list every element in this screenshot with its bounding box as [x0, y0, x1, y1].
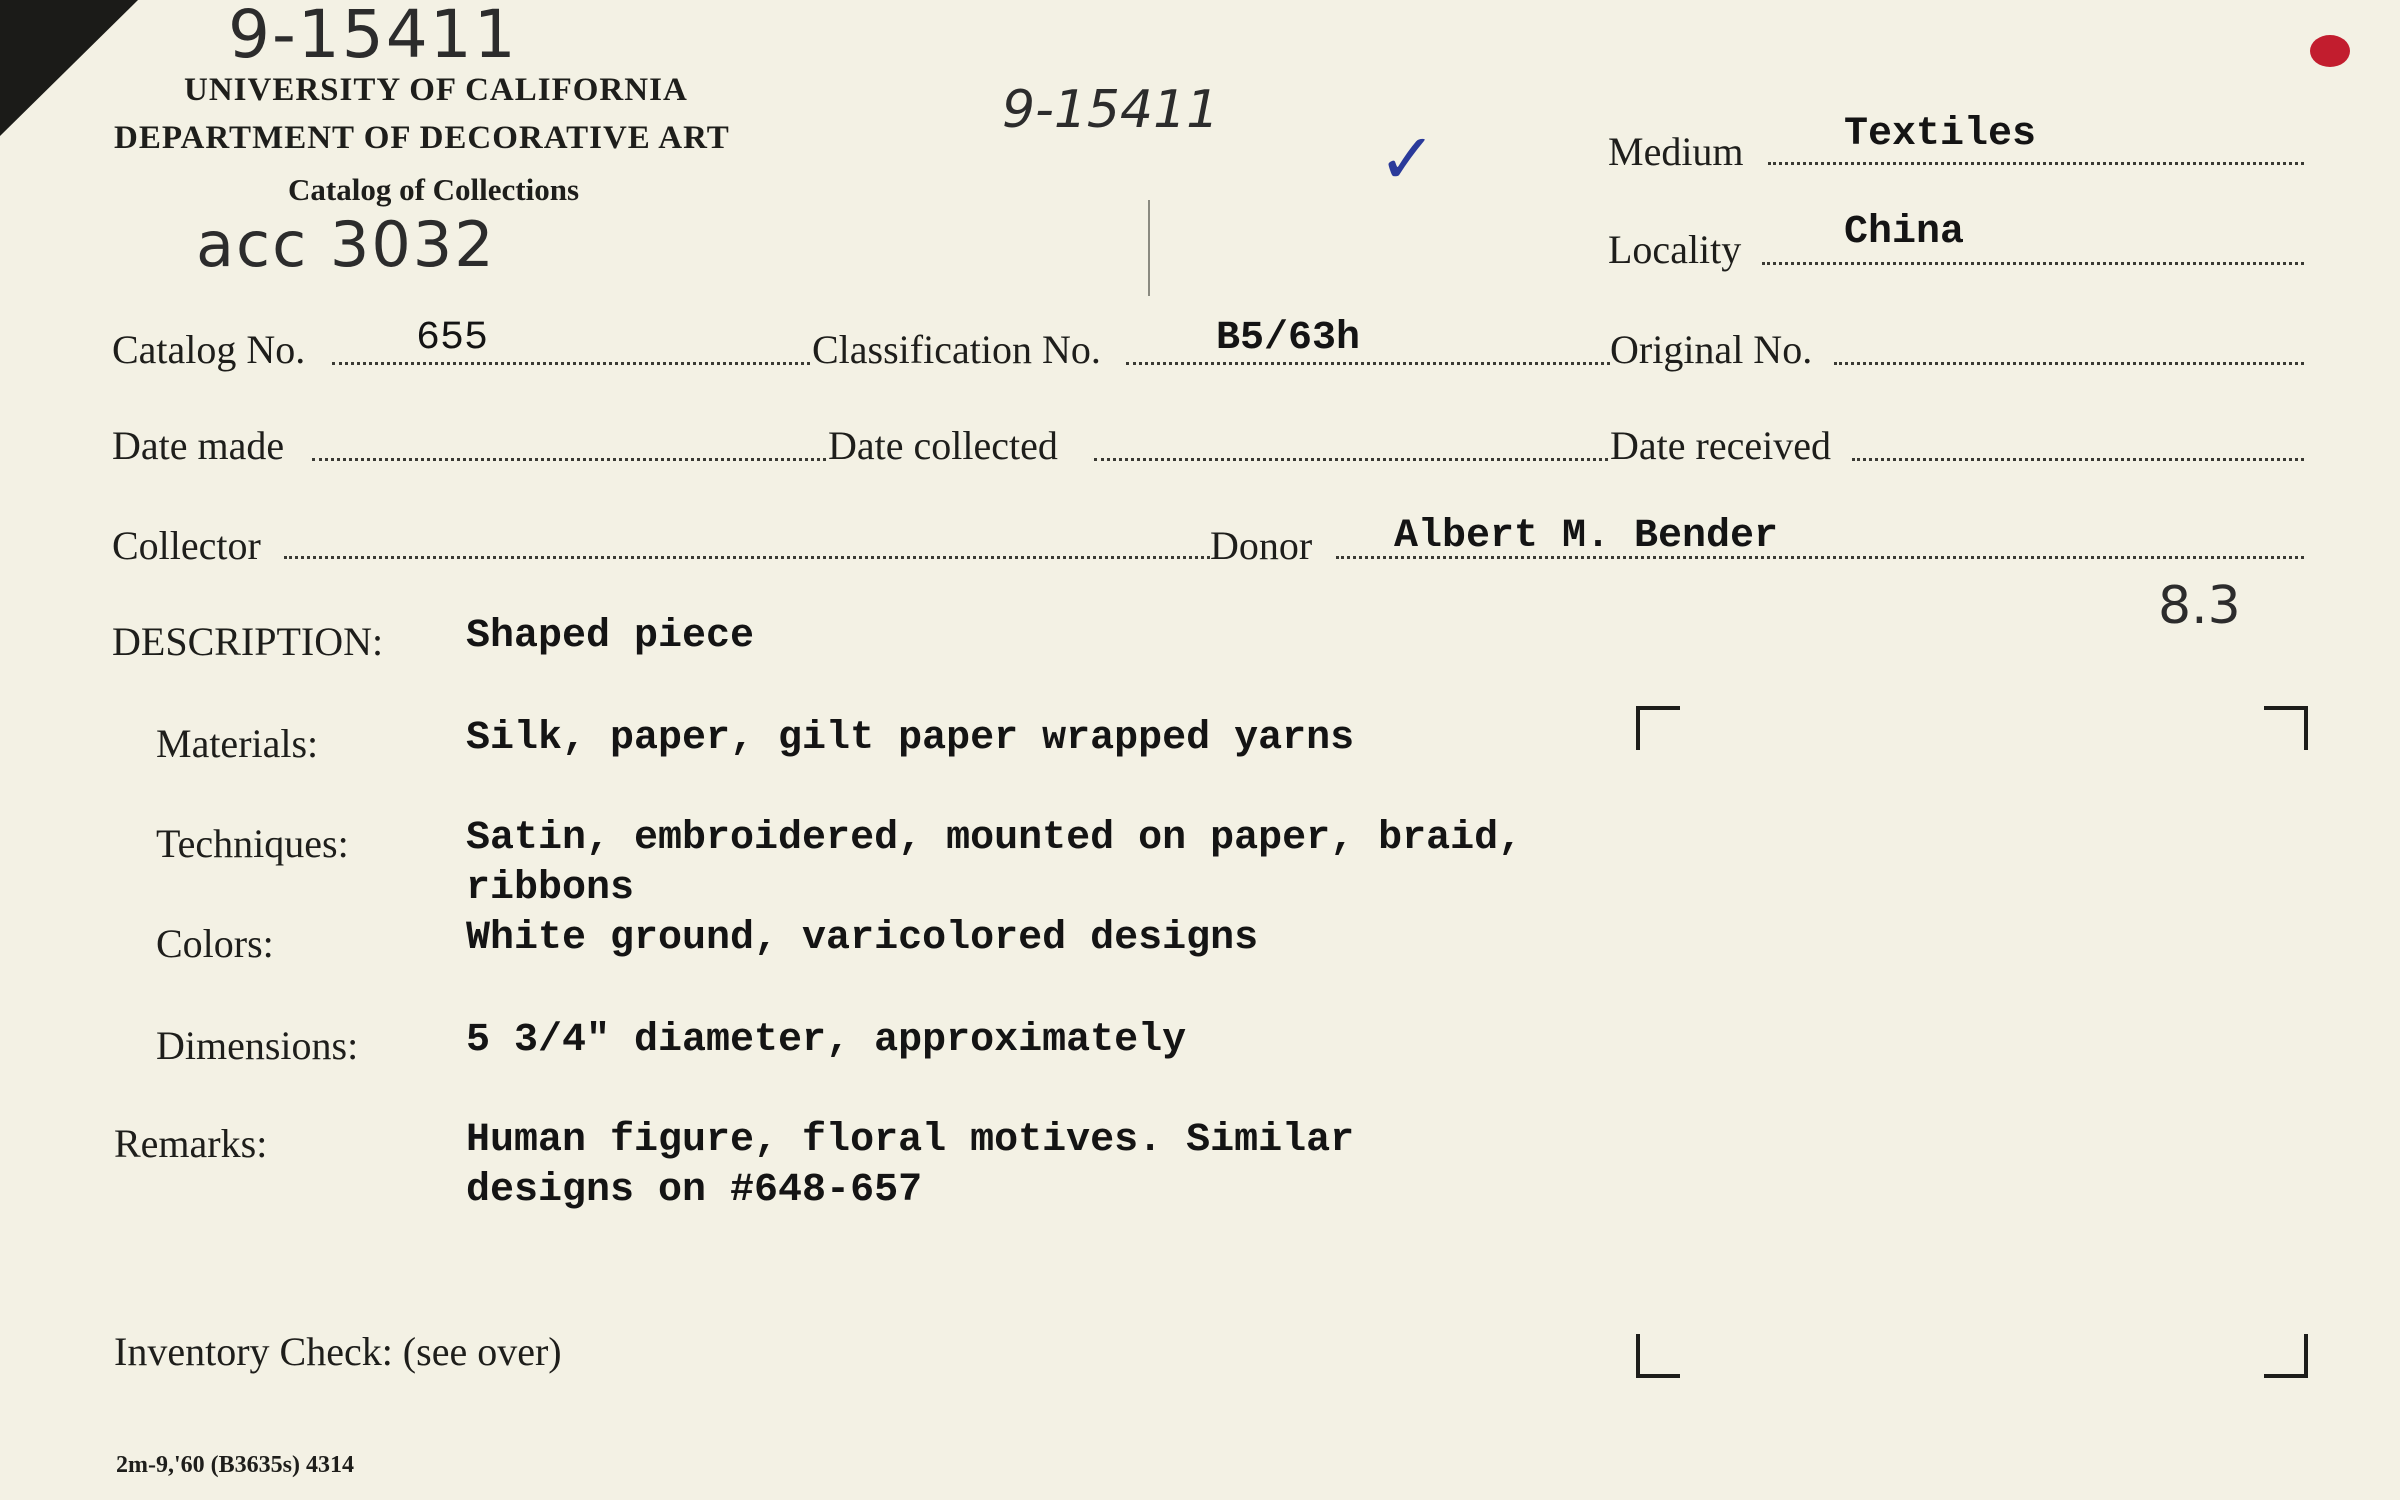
- medium-line: [1768, 162, 2304, 165]
- header-university: UNIVERSITY OF CALIFORNIA: [184, 72, 688, 108]
- original-no-line: [1834, 362, 2304, 365]
- pencil-stroke: [1148, 200, 1150, 296]
- date-collected-label: Date collected: [828, 423, 1058, 468]
- date-received-label: Date received: [1610, 423, 1831, 468]
- catalog-no-line: [332, 362, 810, 365]
- classification-no-line: [1126, 362, 1610, 365]
- inventory-check: Inventory Check: (see over): [114, 1329, 562, 1374]
- cut-corner: [0, 0, 138, 136]
- date-collected-line: [1094, 458, 1608, 461]
- locality-value: China: [1844, 210, 1965, 255]
- handwritten-accession: acc 3032: [196, 208, 496, 281]
- catalog-no-value: 655: [416, 316, 489, 361]
- catalog-no-label: Catalog No.: [112, 327, 306, 372]
- description-value: Shaped piece: [466, 614, 755, 659]
- header-department: DEPARTMENT OF DECORATIVE ART: [114, 120, 730, 156]
- remarks-value-line2: designs on #648-657: [466, 1168, 923, 1213]
- medium-value: Textiles: [1844, 112, 2037, 157]
- collector-label: Collector: [112, 523, 261, 568]
- bracket-bottom-left: [1636, 1334, 1680, 1378]
- red-mark: [2310, 35, 2350, 67]
- classification-no-value: B5/63h: [1216, 316, 1361, 361]
- classification-no-label: Classification No.: [812, 327, 1101, 372]
- remarks-value-line1: Human figure, floral motives. Similar: [466, 1118, 1355, 1163]
- date-received-line: [1852, 458, 2304, 461]
- date-made-line: [312, 458, 826, 461]
- collector-line: [284, 556, 1210, 559]
- handwritten-side-number: 8.3: [2158, 576, 2241, 636]
- dimensions-value: 5 3/4" diameter, approximately: [466, 1018, 1187, 1063]
- locality-label: Locality: [1608, 227, 1742, 272]
- donor-label: Donor: [1210, 523, 1313, 568]
- footer-print-code: 2m-9,'60 (B3635s) 4314: [116, 1452, 354, 1478]
- header-catalog: Catalog of Collections: [288, 172, 580, 207]
- materials-label: Materials:: [156, 721, 319, 766]
- locality-line: [1762, 262, 2304, 265]
- date-made-label: Date made: [112, 423, 285, 468]
- techniques-value-line1: Satin, embroidered, mounted on paper, braid,: [466, 816, 1523, 861]
- techniques-value-line2: ribbons: [466, 866, 635, 911]
- dimensions-label: Dimensions:: [156, 1023, 359, 1068]
- colors-label: Colors:: [156, 921, 274, 966]
- bracket-top-right: [2264, 706, 2308, 750]
- bracket-top-left: [1636, 706, 1680, 750]
- handwritten-check-mark: ✓: [1378, 118, 1437, 200]
- remarks-label: Remarks:: [114, 1121, 268, 1166]
- description-label: DESCRIPTION:: [112, 619, 384, 664]
- bracket-bottom-right: [2264, 1334, 2308, 1378]
- donor-value: Albert M. Bender: [1394, 514, 1779, 559]
- techniques-label: Techniques:: [156, 821, 349, 866]
- medium-label: Medium: [1608, 129, 1744, 174]
- handwritten-center-number: 9-15411: [1002, 80, 1220, 140]
- materials-value: Silk, paper, gilt paper wrapped yarns: [466, 716, 1355, 761]
- colors-value: White ground, varicolored designs: [466, 916, 1259, 961]
- handwritten-top-number: 9-15411: [228, 0, 518, 73]
- original-no-label: Original No.: [1610, 327, 1813, 372]
